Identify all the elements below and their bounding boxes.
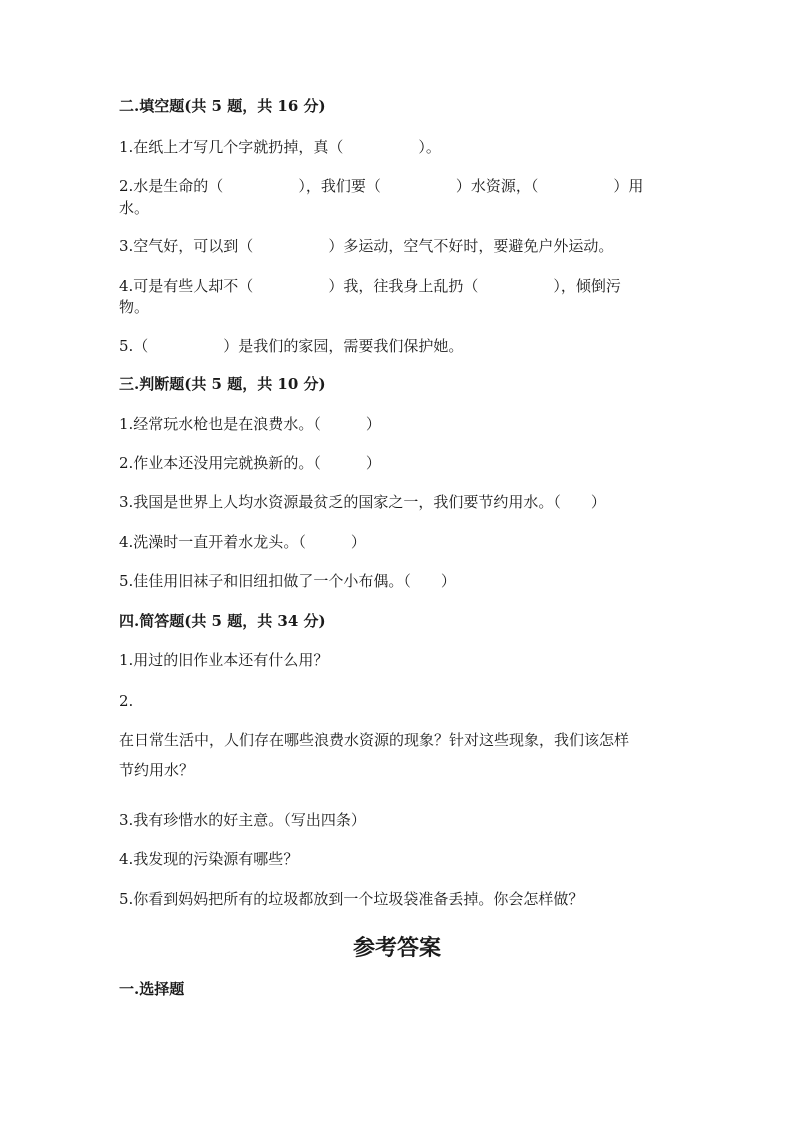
short-question-5: 5.你看到妈妈把所有的垃圾都放到一个垃圾袋准备丢掉。你会怎样做？ <box>119 890 584 908</box>
short-question-2-number: 2. <box>119 692 134 710</box>
fill-question-5: 5.（ ）是我们的家园，需要我们保护她。 <box>119 337 464 355</box>
short-question-2: 在日常生活中，人们存在哪些浪费水资源的现象？针对这些现象，我们该怎样 <box>119 731 630 749</box>
fill-question-4: 4.可是有些人却不（ ）我，往我身上乱扔（ ），倾倒污 <box>119 277 621 295</box>
fill-question-2-cont: 水。 <box>119 199 150 217</box>
fill-question-4-cont: 物。 <box>119 298 150 316</box>
section-heading-answers-choice: 一.选择题 <box>119 980 185 998</box>
short-question-4: 4.我发现的污染源有哪些？ <box>119 850 299 868</box>
short-question-2-cont: 节约用水？ <box>119 761 195 779</box>
fill-question-2: 2.水是生命的（ ），我们要（ ）水资源，（ ）用 <box>119 177 644 195</box>
section-heading-judge: 三.判断题(共 5 题，共 10 分) <box>119 375 326 393</box>
section-heading-fill: 二.填空题(共 5 题，共 16 分) <box>119 97 326 115</box>
answers-title: 参考答案 <box>352 935 441 961</box>
short-question-1: 1.用过的旧作业本还有什么用？ <box>119 651 329 669</box>
section-heading-short: 四.简答题(共 5 题，共 34 分) <box>119 612 326 630</box>
judge-question-1: 1.经常玩水枪也是在浪费水。（ ） <box>119 415 381 433</box>
judge-question-5: 5.佳佳用旧袜子和旧纽扣做了一个小布偶。（ ） <box>119 572 456 590</box>
short-question-3: 3.我有珍惜水的好主意。（写出四条） <box>119 811 366 829</box>
judge-question-3: 3.我国是世界上人均水资源最贫乏的国家之一，我们要节约用水。（ ） <box>119 493 606 511</box>
judge-question-4: 4.洗澡时一直开着水龙头。（ ） <box>119 533 366 551</box>
fill-question-3: 3.空气好，可以到（ ）多运动，空气不好时，要避免户外运动。 <box>119 237 614 255</box>
fill-question-1: 1.在纸上才写几个字就扔掉，真（ ）。 <box>119 138 441 156</box>
judge-question-2: 2.作业本还没用完就换新的。（ ） <box>119 454 381 472</box>
